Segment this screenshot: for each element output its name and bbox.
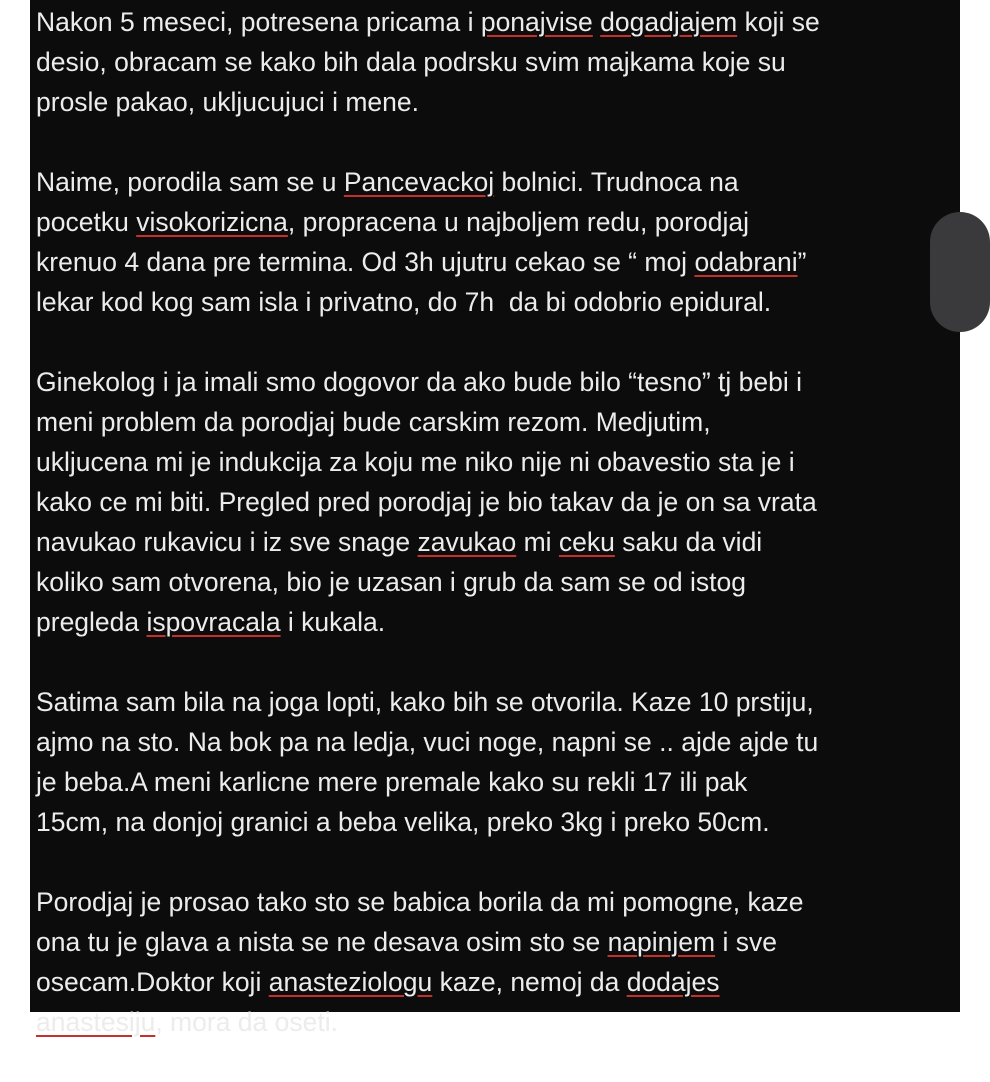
text-run: prosle pakao, ukljucujuci i mene. [36,87,419,117]
text-line [36,602,951,642]
text-line [36,202,951,242]
text-run: Ginekolog i ja imali smo dogovor da ako bude bilo “tesno” tj bebi i [36,367,802,397]
text-line [36,482,951,522]
text-run: i kukala. [280,607,386,637]
text-line [36,442,951,482]
paragraph-5 [36,882,951,1042]
text-run: osecam.Doktor koji [36,967,269,997]
text-line [36,42,951,82]
text-run: navukao rukavicu i iz sve snage [36,527,418,557]
misspelled-word: dodajes [626,967,720,997]
text-line [36,762,951,802]
misspelled-word: anastesiju [36,1007,156,1037]
text-line [36,802,951,842]
text-line [36,522,951,562]
paragraph-4 [36,682,951,842]
misspelled-word: anasteziologu [268,967,433,997]
text-run: Satima sam bila na joga lopti, kako bih se otvorila. Kaze 10 prstiju, [36,687,814,717]
text-run: kako ce mi biti. Pregled pred porodjaj je bio takav da je on sa vrata [36,487,817,517]
misspelled-word: ponajvise [480,7,593,37]
misspelled-word: napinjem [607,927,716,957]
text-editor-panel[interactable] [30,0,960,1037]
text-line [36,682,951,722]
text-run: , propracena u najboljem redu, porodjaj [287,207,749,237]
text-line [36,922,951,962]
paragraph-3 [36,362,951,642]
text-line [36,962,951,1002]
text-run: bolnici. Trudnoca na [494,167,739,197]
text-run: ukljucena mi je indukcija za koju me niko nije ni obavestio sta je i [36,447,795,477]
misspelled-word: ceku [558,527,615,557]
post-body[interactable] [36,2,951,1082]
text-run: je beba.A meni karlicne mere premale kako su rekli 17 ili pak [36,767,748,797]
text-run: i sve [715,927,777,957]
misspelled-word: odabrani [694,247,798,277]
text-line [36,162,951,202]
misspelled-word: Pancevackoj [343,167,495,197]
text-run: desio, obracam se kako bih dala podrsku svim majkama koje su [36,47,786,77]
text-run: 15cm, na donjoj granici a beba velika, preko 3kg i preko 50cm. [36,807,770,837]
scroll-handle[interactable] [930,212,990,332]
text-run: Nakon 5 meseci, potresena pricama i [36,7,481,37]
text-run: Porodjaj je prosao tako sto se babica borila da mi pomogne, kaze [36,887,804,917]
text-line [36,242,951,282]
text-run: ” [797,247,807,277]
text-run: krenuo 4 dana pre termina. Od 3h ujutru cekao se “ moj [36,247,695,277]
text-run: ona tu je glava a nista se ne desava osim sto se [36,927,608,957]
text-run: pregleda [36,607,147,637]
text-run: mi [516,527,559,557]
text-run: pocetku [36,207,137,237]
text-run: meni problem da porodjaj bude carskim rezom. Medjutim, [36,407,711,437]
text-run: saku da vidi [614,527,763,557]
paragraph-1 [36,2,951,122]
text-run: koji se [737,7,820,37]
text-run: Naime, porodila sam se u [36,167,344,197]
text-run: lekar kod kog sam isla i privatno, do 7h da bi odobrio epidural. [36,287,772,317]
text-line [36,1002,951,1042]
text-line [36,402,951,442]
misspelled-word: visokorizicna [136,207,288,237]
misspelled-word: dogadjajem [600,7,738,37]
text-run: , mora da oseti. [155,1007,338,1037]
text-line [36,882,951,922]
text-run: ajmo na sto. Na bok pa na ledja, vuci noge, napni se .. ajde ajde tu [36,727,819,757]
text-line [36,722,951,762]
text-line [36,562,951,602]
text-run: kaze, nemoj da [432,967,627,997]
text-line [36,362,951,402]
misspelled-word: zavukao [417,527,517,557]
text-line [36,282,951,322]
text-line [36,82,951,122]
paragraph-2 [36,162,951,322]
text-run: koliko sam otvorena, bio je uzasan i grub da sam se od istog [36,567,747,597]
text-line [36,2,951,42]
misspelled-word: ispovracala [146,607,281,637]
